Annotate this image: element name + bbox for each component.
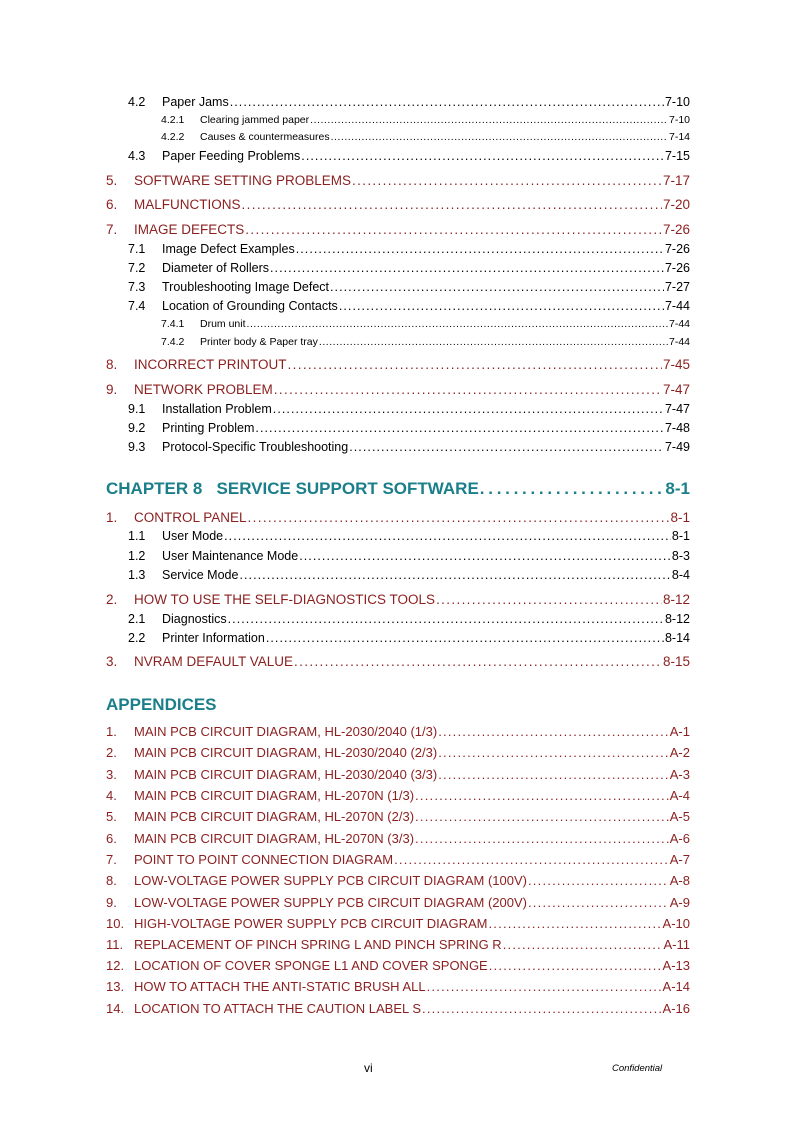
toc-number: 6. [106, 831, 117, 846]
toc-page: A-6 [669, 831, 690, 846]
toc-page: 7-26 [664, 242, 690, 256]
dot-leader [288, 358, 662, 372]
dot-leader [339, 300, 664, 313]
toc-entry-4-2[interactable] [128, 96, 690, 109]
toc-number: 9. [106, 382, 118, 397]
toc-title: CONTROL PANEL [134, 510, 247, 525]
toc-page: 8-4 [671, 568, 690, 582]
dot-leader [296, 243, 664, 256]
toc-number: 14. [106, 1001, 125, 1016]
toc-appendix-2[interactable] [106, 746, 690, 759]
confidential-label: Confidential [612, 1063, 663, 1074]
toc-page: A-16 [662, 1001, 690, 1016]
toc-number: 7.4.2 [161, 336, 185, 348]
toc-entry-8-2-1[interactable] [128, 613, 690, 626]
toc-entry-8-1-3[interactable] [128, 569, 690, 582]
dot-leader [352, 174, 662, 188]
toc-number: 2. [106, 592, 118, 607]
toc-entry-7-4[interactable] [128, 300, 690, 313]
toc-page: A-10 [662, 916, 690, 931]
dot-leader [319, 337, 668, 348]
toc-title: Printer Information [162, 631, 265, 645]
toc-entry-9-2[interactable] [128, 422, 690, 435]
toc-entry-8[interactable] [106, 358, 690, 372]
toc-title: Clearing jammed paper [200, 114, 310, 126]
toc-title: HIGH-VOLTAGE POWER SUPPLY PCB CIRCUIT DIAGRAM [134, 916, 488, 931]
toc-entry-4-3[interactable] [128, 150, 690, 163]
toc-number: 4. [106, 788, 117, 803]
toc-entry-9-1[interactable] [128, 403, 690, 416]
dot-leader [480, 480, 665, 497]
toc-page: A-9 [669, 895, 690, 910]
toc-page: A-3 [669, 767, 690, 782]
toc-page: 7-44 [668, 318, 690, 330]
toc-entry-4-2-1[interactable] [161, 115, 690, 126]
toc-page: 8-1 [670, 510, 690, 525]
toc-number: 7.4.1 [161, 318, 185, 330]
toc-page: 7-26 [664, 261, 690, 275]
toc-title: REPLACEMENT OF PINCH SPRING L AND PINCH SPRING R [134, 937, 502, 952]
toc-number: 10. [106, 916, 125, 931]
dot-leader [230, 96, 664, 109]
toc-title: NVRAM DEFAULT VALUE [134, 654, 294, 669]
dot-leader [415, 789, 669, 802]
toc-page: 8-1 [671, 529, 690, 543]
toc-title: POINT TO POINT CONNECTION DIAGRAM [134, 852, 394, 867]
toc-number: 7. [106, 852, 117, 867]
toc-number: 3. [106, 767, 117, 782]
toc-title: Protocol-Specific Troubleshooting [162, 440, 349, 454]
toc-title: MALFUNCTIONS [134, 197, 241, 212]
toc-page: 7-17 [662, 173, 690, 188]
toc-entry-9[interactable] [106, 383, 690, 397]
toc-appendix-9[interactable] [106, 896, 690, 909]
dot-leader [415, 832, 669, 845]
toc-number: 4.2.1 [161, 114, 185, 126]
toc-page: 8-1 [665, 479, 690, 498]
dot-leader [438, 725, 669, 738]
dot-leader [427, 980, 662, 993]
toc-number: 8. [106, 357, 118, 372]
dot-leader [438, 768, 669, 781]
chapter-title: CHAPTER 8 SERVICE SUPPORT SOFTWARE [106, 479, 479, 498]
dot-leader [394, 853, 669, 866]
toc-entry-9-3[interactable] [128, 441, 690, 454]
toc-appendix-12[interactable] [106, 959, 690, 972]
dot-leader [266, 632, 664, 645]
toc-entry-8-1-1[interactable] [128, 530, 690, 543]
toc-page: A-11 [663, 937, 690, 952]
toc-entry-7-3[interactable] [128, 281, 690, 294]
toc-title: User Mode [162, 529, 224, 543]
toc-title: Causes & countermeasures [200, 131, 330, 143]
toc-title: MAIN PCB CIRCUIT DIAGRAM, HL-2070N (1/3) [134, 788, 415, 803]
toc-number: 4.2.2 [161, 131, 185, 143]
toc-number: 4.3 [128, 149, 146, 163]
toc-title: LOW-VOLTAGE POWER SUPPLY PCB CIRCUIT DIAGRAM (100V) [134, 873, 527, 888]
toc-page: 7-44 [668, 336, 690, 348]
toc-page: 7-27 [664, 280, 690, 294]
toc-title: NETWORK PROBLEM [134, 382, 273, 397]
toc-entry-8-1-2[interactable] [128, 550, 690, 563]
toc-page: 7-26 [662, 222, 690, 237]
toc-number: 1.2 [128, 549, 146, 563]
toc-number: 1. [106, 510, 118, 525]
dot-leader [489, 959, 662, 972]
toc-title: HOW TO USE THE SELF-DIAGNOSTICS TOOLS [134, 592, 436, 607]
toc-title: MAIN PCB CIRCUIT DIAGRAM, HL-2030/2040 (2/3) [134, 745, 438, 760]
toc-title: Paper Feeding Problems [162, 149, 301, 163]
toc-title: Diameter of Rollers [162, 261, 269, 275]
toc-page: 7-47 [664, 402, 690, 416]
toc-number: 7.1 [128, 242, 146, 256]
toc-page: 7-48 [664, 421, 690, 435]
toc-appendix-13[interactable] [106, 980, 690, 993]
toc-title: LOW-VOLTAGE POWER SUPPLY PCB CIRCUIT DIAGRAM (200V) [134, 895, 527, 910]
toc-number: 2.1 [128, 612, 146, 626]
toc-page: 7-20 [662, 197, 690, 212]
toc-appendix-3[interactable] [106, 768, 690, 781]
dot-leader [255, 422, 664, 435]
toc-number: 8. [106, 873, 117, 888]
toc-page: 7-45 [662, 357, 690, 372]
toc-number: 5. [106, 173, 118, 188]
toc-title: MAIN PCB CIRCUIT DIAGRAM, HL-2070N (3/3) [134, 831, 415, 846]
dot-leader [274, 383, 662, 397]
toc-entry-7-2[interactable] [128, 262, 690, 275]
toc-appendix-7[interactable] [106, 853, 690, 866]
dot-leader [528, 896, 669, 909]
toc-title: MAIN PCB CIRCUIT DIAGRAM, HL-2030/2040 (3/3) [134, 767, 438, 782]
toc-entry-6[interactable] [106, 198, 690, 212]
dot-leader [310, 115, 668, 126]
toc-entry-8-control-panel[interactable] [106, 511, 690, 525]
toc-entry-8-2-2[interactable] [128, 632, 690, 645]
dot-leader [330, 281, 664, 294]
dot-leader [349, 441, 664, 454]
dot-leader [299, 550, 671, 563]
dot-leader [294, 655, 662, 669]
dot-leader [528, 874, 669, 887]
toc-number: 9. [106, 895, 117, 910]
toc-appendix-8[interactable] [106, 874, 690, 887]
toc-title: INCORRECT PRINTOUT [134, 357, 287, 372]
toc-page: A-8 [669, 873, 690, 888]
dot-leader [422, 1002, 662, 1015]
appendices-heading: APPENDICES [106, 695, 217, 714]
toc-entry-7[interactable] [106, 223, 690, 237]
dot-leader [270, 262, 664, 275]
toc-number: 12. [106, 958, 125, 973]
toc-chapter-8-heading[interactable] [106, 480, 690, 497]
toc-number: 2.2 [128, 631, 146, 645]
toc-page: 7-14 [668, 131, 690, 143]
dot-leader [301, 150, 664, 163]
toc-title: Installation Problem [162, 402, 272, 416]
toc-entry-7-4-2[interactable] [161, 337, 690, 348]
toc-title: Location of Grounding Contacts [162, 299, 338, 313]
dot-leader [331, 132, 668, 143]
toc-number: 4.2 [128, 95, 146, 109]
toc-appendix-6[interactable] [106, 832, 690, 845]
dot-leader [239, 569, 670, 582]
toc-page: A-13 [662, 958, 690, 973]
toc-number: 7. [106, 222, 118, 237]
dot-leader [242, 198, 662, 212]
toc-appendix-4[interactable] [106, 789, 690, 802]
toc-number: 7.3 [128, 280, 146, 294]
page-number: vi [364, 1061, 373, 1075]
toc-title: Service Mode [162, 568, 239, 582]
dot-leader [224, 530, 671, 543]
toc-number: 1.3 [128, 568, 146, 582]
toc-page: 7-10 [668, 114, 690, 126]
toc-title: HOW TO ATTACH THE ANTI-STATIC BRUSH ALL [134, 979, 426, 994]
toc-title: SOFTWARE SETTING PROBLEMS [134, 173, 352, 188]
toc-page: 8-3 [671, 549, 690, 563]
toc-number: 3. [106, 654, 118, 669]
dot-leader [228, 613, 664, 626]
toc-title: Troubleshooting Image Defect [162, 280, 329, 294]
toc-title: MAIN PCB CIRCUIT DIAGRAM, HL-2070N (2/3) [134, 809, 415, 824]
toc-number: 13. [106, 979, 125, 994]
toc-appendix-10[interactable] [106, 917, 690, 930]
toc-page: 7-49 [664, 440, 690, 454]
toc-number: 9.3 [128, 440, 146, 454]
toc-appendix-1[interactable] [106, 725, 690, 738]
toc-title: User Maintenance Mode [162, 549, 299, 563]
toc-page: A-4 [669, 788, 690, 803]
toc-entry-4-2-2[interactable] [161, 132, 690, 143]
dot-leader [247, 319, 668, 330]
dot-leader [248, 511, 670, 525]
toc-number: 9.2 [128, 421, 146, 435]
toc-page: A-7 [669, 852, 690, 867]
toc-appendix-14[interactable] [106, 1002, 690, 1015]
toc-title: Paper Jams [162, 95, 229, 109]
toc-title: Printing Problem [162, 421, 255, 435]
dot-leader [245, 223, 662, 237]
toc-page: A-1 [669, 724, 690, 739]
toc-number: 7.4 [128, 299, 146, 313]
toc-page: 7-44 [664, 299, 690, 313]
toc-number: 7.2 [128, 261, 146, 275]
toc-page: 7-15 [664, 149, 690, 163]
toc-title: LOCATION OF COVER SPONGE L1 AND COVER SPONGE [134, 958, 488, 973]
dot-leader [415, 810, 669, 823]
toc-page: 7-47 [662, 382, 690, 397]
dot-leader [436, 593, 662, 607]
toc-title: LOCATION TO ATTACH THE CAUTION LABEL S [134, 1001, 422, 1016]
toc-number: 6. [106, 197, 118, 212]
toc-title: MAIN PCB CIRCUIT DIAGRAM, HL-2030/2040 (1/3) [134, 724, 438, 739]
toc-title: Diagnostics [162, 612, 227, 626]
dot-leader [438, 746, 669, 759]
toc-title: Drum unit [200, 318, 246, 330]
toc-page: A-2 [669, 745, 690, 760]
dot-leader [488, 917, 661, 930]
toc-title: Image Defect Examples [162, 242, 295, 256]
toc-page: A-14 [662, 979, 690, 994]
toc-page: 8-12 [662, 592, 690, 607]
toc-appendix-5[interactable] [106, 810, 690, 823]
toc-number: 1. [106, 724, 117, 739]
toc-title: IMAGE DEFECTS [134, 222, 245, 237]
dot-leader [273, 403, 664, 416]
toc-page: 8-12 [664, 612, 690, 626]
toc-entry-5[interactable] [106, 174, 690, 188]
toc-number: 1.1 [128, 529, 146, 543]
toc-page: A-5 [669, 809, 690, 824]
toc-number: 11. [106, 937, 124, 952]
toc-page: 8-15 [662, 654, 690, 669]
toc-entry-8-self-diagnostics[interactable] [106, 593, 690, 607]
toc-entry-8-nvram[interactable] [106, 655, 690, 669]
toc-title: Printer body & Paper tray [200, 336, 318, 348]
toc-number: 5. [106, 809, 117, 824]
toc-page: 7-10 [664, 95, 690, 109]
toc-number: 9.1 [128, 402, 146, 416]
toc-page: 8-14 [664, 631, 690, 645]
toc-entry-7-4-1[interactable] [161, 319, 690, 330]
dot-leader [503, 938, 663, 951]
toc-entry-7-1[interactable] [128, 243, 690, 256]
toc-appendix-11[interactable] [106, 938, 690, 951]
toc-number: 2. [106, 745, 117, 760]
